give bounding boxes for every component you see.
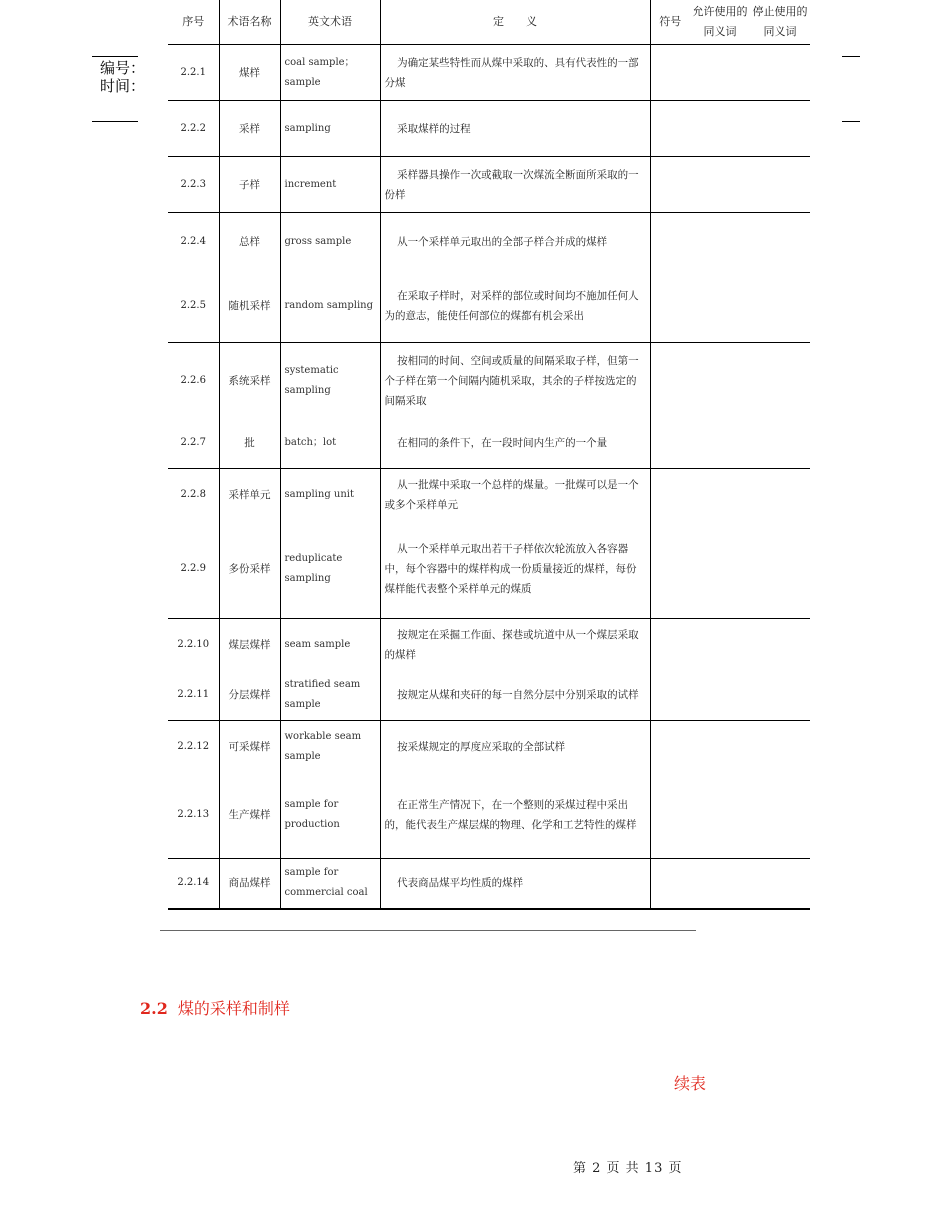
term-name: 生产煤样	[219, 773, 280, 859]
term-definition: 从一个采样单元取出的全部子样合并成的煤样	[380, 213, 650, 271]
table-row	[168, 469, 810, 521]
page-number: 第 2 页 共 13 页	[573, 1161, 683, 1176]
term-name: 分层煤样	[219, 671, 280, 721]
term-name: 煤层煤样	[219, 619, 280, 671]
term-number: 2.2.14	[168, 859, 219, 909]
term-name: 子样	[219, 157, 280, 213]
term-definition: 按规定在采掘工作面、探巷或坑道中从一个煤层采取的煤样	[380, 619, 650, 671]
header-rule-right-top	[842, 56, 860, 57]
header-rule-right-bottom	[842, 121, 860, 122]
term-number: 2.2.8	[168, 469, 219, 521]
table-row	[168, 101, 810, 157]
term-number: 2.2.7	[168, 419, 219, 469]
english-term: sampling	[280, 101, 380, 157]
column-header-number: 序号	[168, 0, 219, 45]
table-row	[168, 157, 810, 213]
term-name: 煤样	[219, 45, 280, 101]
term-number: 2.2.2	[168, 101, 219, 157]
term-notes	[650, 721, 810, 773]
term-name: 可采煤样	[219, 721, 280, 773]
term-number: 2.2.9	[168, 521, 219, 619]
english-term: batch；lot	[280, 419, 380, 469]
term-notes	[650, 773, 810, 859]
english-term: sampling unit	[280, 469, 380, 521]
header-rule-left-top	[92, 56, 138, 57]
term-name: 商品煤样	[219, 859, 280, 909]
term-number: 2.2.11	[168, 671, 219, 721]
column-header-symbol: 符号	[650, 0, 690, 45]
table-row	[168, 773, 810, 859]
term-definition: 采取煤样的过程	[380, 101, 650, 157]
term-name: 采样	[219, 101, 280, 157]
term-notes	[650, 671, 810, 721]
term-notes	[650, 101, 810, 157]
term-number: 2.2.5	[168, 271, 219, 343]
term-name: 系统采样	[219, 343, 280, 419]
document-number-label: 编号：	[100, 59, 146, 77]
term-notes	[650, 469, 810, 521]
term-notes	[650, 521, 810, 619]
table-row	[168, 271, 810, 343]
term-definition: 代表商品煤平均性质的煤样	[380, 859, 650, 909]
term-number: 2.2.10	[168, 619, 219, 671]
header-rule-left-bottom	[92, 121, 138, 122]
term-name: 批	[219, 419, 280, 469]
english-term: seam sample	[280, 619, 380, 671]
term-number: 2.2.6	[168, 343, 219, 419]
term-notes	[650, 859, 810, 909]
term-definition: 按采煤规定的厚度应采取的全部试样	[380, 721, 650, 773]
english-term: gross sample	[280, 213, 380, 271]
table-row	[168, 419, 810, 469]
term-definition: 采样器具操作一次或截取一次煤流全断面所采取的一份样	[380, 157, 650, 213]
table-row	[168, 343, 810, 419]
term-definition: 在采取子样时，对采样的部位或时间均不施加任何人为的意志，能使任何部位的煤都有机会采出	[380, 271, 650, 343]
section-title: 煤的采样和制样	[177, 999, 290, 1018]
table-row	[168, 45, 810, 101]
term-notes	[650, 157, 810, 213]
english-term: sample for commercial coal	[280, 859, 380, 909]
continued-label: 续表	[674, 1074, 707, 1093]
section-number: 2.2	[140, 999, 168, 1018]
term-number: 2.2.12	[168, 721, 219, 773]
table-bottom-rule	[160, 930, 696, 931]
english-term: reduplicate sampling	[280, 521, 380, 619]
term-definition: 从一个采样单元取出若干子样依次轮流放入各容器中，每个容器中的煤样构成一份质量接近的煤样，每份煤样能代表整个采样单元的煤质	[380, 521, 650, 619]
term-name: 多份采样	[219, 521, 280, 619]
document-time-label: 时间：	[100, 77, 146, 95]
table-row	[168, 671, 810, 721]
term-number: 2.2.4	[168, 213, 219, 271]
section-heading	[140, 996, 290, 1019]
english-term: increment	[280, 157, 380, 213]
english-term: workable seam sample	[280, 721, 380, 773]
term-notes	[650, 343, 810, 419]
term-definition: 按相同的时间、空间或质量的间隔采取子样，但第一个子样在第一个间隔内随机采取，其余的子样按选定的间隔采取	[380, 343, 650, 419]
english-term: systematic sampling	[280, 343, 380, 419]
term-definition: 在相同的条件下，在一段时间内生产的一个量	[380, 419, 650, 469]
term-number: 2.2.1	[168, 45, 219, 101]
english-term: stratified seam sample	[280, 671, 380, 721]
term-name: 总样	[219, 213, 280, 271]
column-header-english-term: 英文术语	[280, 0, 380, 45]
table-row	[168, 213, 810, 271]
english-term: coal sample；sample	[280, 45, 380, 101]
term-number: 2.2.3	[168, 157, 219, 213]
column-header-definition: 定 义	[380, 0, 650, 45]
column-header-allowed-synonyms: 允许使用的同义词	[690, 0, 750, 45]
term-name: 随机采样	[219, 271, 280, 343]
table-row	[168, 619, 810, 671]
term-definition: 按规定从煤和夹矸的每一自然分层中分别采取的试样	[380, 671, 650, 721]
term-definition: 在正常生产情况下，在一个整则的采煤过程中采出的，能代表生产煤层煤的物理、化学和工艺特性的煤样	[380, 773, 650, 859]
terms-table	[168, 0, 810, 910]
english-term: sample for production	[280, 773, 380, 859]
term-notes	[650, 419, 810, 469]
table-header-row	[168, 0, 810, 45]
column-header-term-name: 术语名称	[219, 0, 280, 45]
term-notes	[650, 213, 810, 271]
table-row	[168, 721, 810, 773]
column-header-deprecated-synonyms: 停止使用的同义词	[750, 0, 810, 45]
term-notes	[650, 619, 810, 671]
table-row	[168, 521, 810, 619]
term-name: 采样单元	[219, 469, 280, 521]
table-row	[168, 859, 810, 909]
term-definition: 从一批煤中采取一个总样的煤量。一批煤可以是一个或多个采样单元	[380, 469, 650, 521]
term-notes	[650, 45, 810, 101]
english-term: random sampling	[280, 271, 380, 343]
term-definition: 为确定某些特性而从煤中采取的、具有代表性的一部分煤	[380, 45, 650, 101]
term-number: 2.2.13	[168, 773, 219, 859]
term-notes	[650, 271, 810, 343]
